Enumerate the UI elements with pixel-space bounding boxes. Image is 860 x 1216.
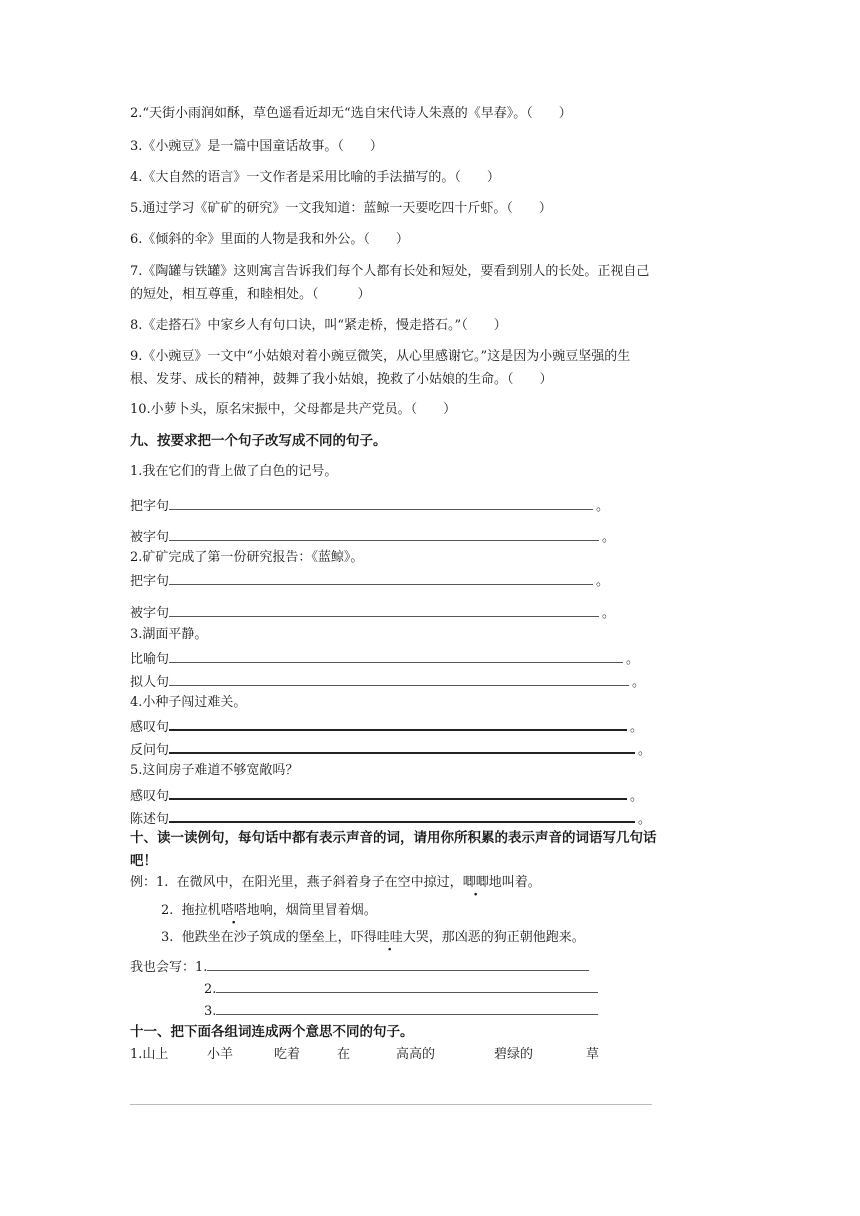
answer-line[interactable] — [169, 571, 593, 585]
answer-line[interactable] — [207, 957, 589, 971]
answer-line[interactable] — [169, 785, 627, 800]
s11-word-4: 高高的 — [396, 1047, 436, 1062]
answer-line[interactable] — [169, 808, 635, 823]
period: 。 — [630, 720, 644, 735]
period: 。 — [596, 499, 610, 514]
niren-label: 拟人句 — [130, 675, 170, 690]
chenshu-label: 陈述句 — [130, 812, 170, 827]
example-1-text: 在微风中，在阳光里，燕子斜着身子在空中掠过， — [176, 875, 463, 890]
sound-word: 哇哇 — [376, 930, 403, 945]
period: 。 — [630, 789, 644, 804]
s11-word-2: 吃着 — [274, 1047, 301, 1062]
judge-item-10: 10.小萝卜头，原名宋振中，父母都是共产党员。（ ） — [130, 402, 457, 417]
judge-item-9-line1: 9.《小豌豆》一文中“小姑娘对着小豌豆微笑，从心里感谢它。”这是因为小豌豆坚强的生 — [130, 349, 631, 364]
bei-label: 被字句 — [130, 530, 170, 545]
period: 。 — [602, 606, 616, 621]
judge-item-2: 2.“天街小雨润如酥，草色遥看近却无“选自宋代诗人朱熹的《早春》。（ ） — [130, 106, 572, 121]
s9-q2-ba-row — [130, 571, 609, 591]
ba-label: 把字句 — [130, 574, 170, 589]
example-2-text-end: 地响，烟筒里冒着烟。 — [246, 903, 377, 918]
s9-question-3: 3.湖面平静。 — [130, 627, 208, 642]
answer-line[interactable] — [169, 672, 629, 686]
judge-item-7-line1: 7.《陶罐与铁罐》这则寓言告诉我们每个人都有长处和短处，要看到别人的长处。正视自己 — [130, 264, 650, 279]
s9-question-4: 4.小种子闯过难关。 — [130, 695, 247, 710]
example-2-text: 拖拉机 — [181, 903, 221, 918]
period: 。 — [632, 675, 646, 690]
judge-item-3: 3.《小豌豆》是一篇中国童话故事。（ ） — [130, 139, 383, 154]
answer-line[interactable] — [216, 1001, 598, 1015]
example-num: 3. — [161, 930, 174, 945]
write-label: 我也会写：1. — [130, 960, 208, 975]
biyu-label: 比喻句 — [130, 652, 170, 667]
answer-line[interactable] — [169, 649, 623, 663]
s9-q4-gantan-row — [130, 716, 643, 737]
section-9-title: 九、按要求把一个句子改写成不同的句子。 — [130, 433, 387, 449]
s11-word-3: 在 — [337, 1047, 351, 1062]
answer-line[interactable] — [169, 603, 599, 617]
example-3 — [161, 929, 585, 947]
example-label: 例：1. — [130, 875, 169, 890]
s11-word-5: 碧绿的 — [494, 1047, 534, 1062]
example-1 — [130, 874, 541, 892]
s9-q1-bei-row — [130, 527, 615, 547]
fanwen-label: 反问句 — [130, 743, 170, 758]
s9-q1-ba-row — [130, 496, 609, 516]
bei-label: 被字句 — [130, 606, 170, 621]
section-10-title-line1: 十、读一读例句，每句话中都有表示声音的词，请用你所积累的表示声音的词语写几句话 — [130, 830, 657, 846]
answer-rule[interactable] — [130, 1104, 652, 1105]
period: 。 — [626, 652, 640, 667]
answer-line[interactable] — [216, 979, 598, 993]
ba-label: 把字句 — [130, 499, 170, 514]
example-3-text-end: 大哭，那凶恶的狗正朝他跑来。 — [402, 930, 585, 945]
answer-line[interactable] — [169, 739, 635, 754]
write-row-3 — [204, 1001, 598, 1021]
answer-line[interactable] — [169, 527, 599, 541]
judge-item-4: 4.《大自然的语言》一文作者是采用比喻的手法描写的。（ ） — [130, 170, 500, 185]
write-row-2 — [204, 979, 598, 999]
s9-q2-bei-row — [130, 603, 615, 623]
s9-q5-chenshu-row — [130, 808, 651, 829]
write-num: 3. — [204, 1004, 217, 1019]
sound-word: 唧唧 — [462, 875, 489, 890]
gantan-label: 感叹句 — [130, 789, 170, 804]
period: 。 — [596, 574, 610, 589]
sound-word: 嗒嗒 — [220, 903, 247, 918]
s11-word-6: 草 — [586, 1047, 600, 1062]
s9-q5-gantan-row — [130, 785, 643, 806]
write-row-1 — [130, 957, 589, 977]
answer-line[interactable] — [169, 496, 593, 510]
s9-question-5: 5.这间房子难道不够宽敞吗？ — [130, 763, 299, 778]
period: 。 — [638, 743, 652, 758]
example-1-text-end: 地叫着。 — [488, 875, 541, 890]
s9-q3-niren-row — [130, 672, 645, 692]
s11-q1-label: 1.山上 — [130, 1047, 169, 1062]
judge-item-9-line2: 根、发芽、成长的精神，鼓舞了我小姑娘，挽救了小姑娘的生命。（ ） — [130, 372, 553, 387]
judge-item-7-line2: 的短处，相互尊重，和睦相处。（ ） — [130, 287, 371, 302]
gantan-label: 感叹句 — [130, 720, 170, 735]
s9-question-2: 2.矿矿完成了第一份研究报告：《蓝鲸》。 — [130, 550, 364, 565]
judge-item-8: 8.《走搭石》中家乡人有句口诀，叫“紧走桥，慢走搭石。”（ ） — [130, 318, 507, 333]
write-num: 2. — [204, 982, 217, 997]
s9-question-1: 1.我在它们的背上做了白色的记号。 — [130, 464, 338, 479]
example-num: 2. — [161, 903, 174, 918]
section-11-title: 十一、把下面各组词连成两个意思不同的句子。 — [130, 1024, 414, 1040]
example-3-text: 他跌坐在沙子筑成的堡垒上，吓得 — [181, 930, 377, 945]
section-10-title-line2: 吧！ — [130, 853, 157, 869]
judge-item-5: 5.通过学习《矿矿的研究》一文我知道：蓝鲸一天要吃四十斤虾。（ ） — [130, 201, 552, 216]
s11-word-1: 小羊 — [207, 1047, 234, 1062]
answer-line[interactable] — [169, 716, 627, 731]
example-2 — [161, 902, 377, 920]
period: 。 — [638, 812, 652, 827]
s9-q3-biyu-row — [130, 649, 639, 669]
s9-q4-fanwen-row — [130, 739, 651, 760]
period: 。 — [602, 530, 616, 545]
judge-item-6: 6.《倾斜的伞》里面的人物是我和外公。（ ） — [130, 232, 409, 247]
